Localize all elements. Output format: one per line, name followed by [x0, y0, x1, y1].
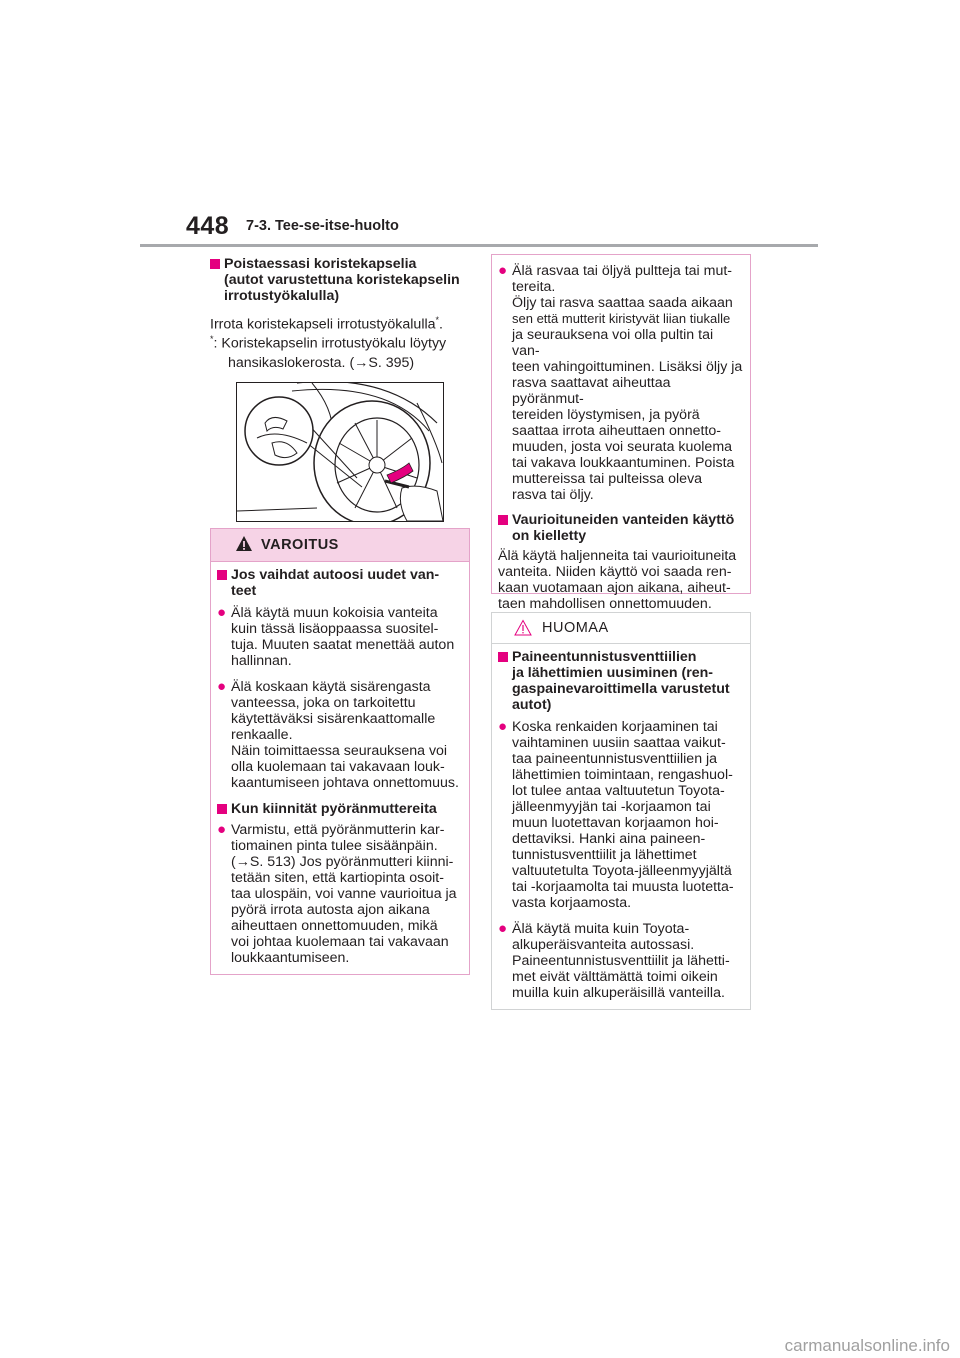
text-line: muun luotettavan korjaamon hoi- [512, 815, 719, 831]
warning-header [211, 529, 469, 562]
square-bullet-icon [217, 570, 227, 580]
text-line: tereita. [512, 279, 556, 295]
text-line: on kielletty [512, 528, 587, 544]
warning-bullet-1 [217, 605, 463, 669]
text-line: Paineentunnistusventtiilien [512, 649, 697, 665]
circle-bullet-icon: ● [498, 920, 508, 937]
text-line: (→S. 513) Jos pyöränmutteri kiinni- [231, 854, 454, 870]
text-line: Vaurioituneiden vanteiden käyttö [512, 512, 735, 528]
left-heading [210, 256, 472, 304]
heading-line: Poistaessasi koristekapselia [224, 256, 417, 272]
text-line: voi johtaa kuolemaan tai vakavaan [231, 934, 449, 950]
warning-bullet-4 [498, 263, 744, 503]
arrow-icon: → [354, 354, 369, 371]
text-line: muttereissa tai pulteissa oleva [512, 471, 703, 487]
text-line: gaspainevaroittimella varustetut [512, 681, 730, 697]
text-line: Koska renkaiden korjaaminen tai [512, 719, 718, 735]
text-line: dettaviksi. Hanki aina paineen- [512, 831, 706, 847]
text-line: Öljy tai rasva saattaa saada aikaan [512, 295, 733, 311]
page-reference[interactable]: S. 395) [368, 354, 415, 371]
text-line: vanteita. Niiden käyttö voi saada ren- [498, 564, 732, 580]
text-line: valtuutetulta Toyota-jälleenmyyjältä [512, 863, 732, 879]
warning-paragraph [498, 548, 744, 612]
text-line: Paineentunnistusventtiilit ja lähetti- [512, 953, 730, 969]
text-line: vanteessa, joka on tarkoitettu [231, 695, 416, 711]
text-line: ja seurauksena voi olla pultin tai van- [512, 327, 714, 359]
text-line: rasva tai öljy. [512, 487, 594, 503]
text-line: met eivät välttämättä toimi oikein [512, 969, 718, 985]
text-line: Näin toimittaessa seurauksena voi [231, 743, 448, 759]
body-end: . [439, 316, 443, 333]
text-line: tuja. Muuten saatat menettää auton [231, 637, 455, 653]
text-line: Älä käytä muun kokoisia vanteita [231, 605, 438, 621]
text-line: vasta korjaamosta. [512, 895, 632, 911]
footnote-line: hansikaslokerosta. ( [228, 354, 355, 371]
square-bullet-icon [217, 804, 227, 814]
circle-bullet-icon: ● [217, 604, 227, 621]
footnote [210, 331, 472, 371]
text-line: Älä koskaan käytä sisärengasta [231, 679, 431, 695]
text-line: ja lähettimien uusiminen (ren- [512, 665, 714, 681]
notice-bullet-1 [498, 719, 744, 911]
text-line: Älä käytä muita kuin Toyota- [512, 921, 690, 937]
text-line: kuin tässä lisäoppaassa suositel- [231, 621, 439, 637]
notice-bullet-2 [498, 921, 744, 1001]
text-line: alkuperäisvanteita autossasi. [512, 937, 695, 953]
left-body [210, 312, 472, 333]
circle-bullet-icon: ● [498, 262, 508, 279]
text-line: Jos vaihdat autoosi uudet van- [231, 567, 440, 583]
warning-bullet-2 [217, 679, 463, 791]
square-bullet-icon [498, 515, 508, 525]
circle-bullet-icon: ● [498, 718, 508, 735]
text-line: taa ulospäin, voi vanne vaurioitua ja [231, 886, 457, 902]
text-line: Varmistu, että pyöränmutterin kar- [231, 822, 445, 838]
text-line: pyörä irrota autosta ajon aikana [231, 902, 430, 918]
text-line: teet [231, 583, 257, 599]
heading-line: (autot varustettuna koristekapselin [224, 272, 460, 288]
text-line: Älä rasvaa tai öljyä pultteja tai mut- [512, 263, 733, 279]
body-text: Irrota koristekapseli irrotustyökalulla [210, 316, 436, 333]
text-line: tai vakava loukkaantuminen. Poista [512, 455, 735, 471]
text-line: aiheuttaen onnettomuuden, mikä [231, 918, 438, 934]
text-line: rasva saattavat aiheuttaa pyöränmut- [512, 375, 671, 407]
text-line: käytettäväksi sisärenkaattomalle [231, 711, 436, 727]
text-line: teen vahingoittuminen. Lisäksi öljy ja [512, 359, 743, 375]
text-line: lot tulee antaa valtuutetun Toyota- [512, 783, 725, 799]
wheel-illustration-svg [237, 383, 443, 521]
text-line: taen mahdollisen onnettomuuden. [498, 596, 712, 612]
warning-bullet-3 [217, 822, 463, 966]
section-title: 7-3. Tee-se-itse-huolto [246, 218, 399, 234]
text-line: tetään siten, että kartiopinta osoit- [231, 870, 444, 886]
text-line: hallinnan. [231, 653, 292, 669]
text-line: tunnistusventtiilit ja lähettimet [512, 847, 697, 863]
notice-heading [498, 649, 744, 713]
notice-box [491, 612, 751, 1010]
text-line: muilla kuin alkuperäisillä vanteilla. [512, 985, 725, 1001]
text-line: tiomainen pinta tulee sisäänpäin. [231, 838, 438, 854]
warning-continuation-box [491, 254, 751, 612]
text-line: olla kuolemaan tai vakavaan louk- [231, 759, 445, 775]
warning-heading-3 [498, 512, 744, 544]
text-line: kaantumiseen johtava onnettomuus. [231, 775, 459, 791]
asterisk: * [435, 315, 440, 325]
text-line: saattaa irrota aiheuttaen onnetto- [512, 423, 722, 439]
text-line: sen että mutterit kiristyvät liian tiukalle [512, 311, 731, 326]
caution-triangle-icon [514, 619, 532, 636]
page-number: 448 [186, 212, 230, 240]
warning-box [210, 528, 470, 975]
notice-title: HUOMAA [542, 620, 609, 636]
square-bullet-icon [498, 652, 508, 662]
text-line: renkaalle. [231, 727, 293, 743]
watermark: carmanualsonline.info [710, 1336, 958, 1358]
text-line: Kun kiinnität pyöränmuttereita [231, 801, 437, 817]
text-line: lähettimien toimintaan, rengashuol- [512, 767, 733, 783]
heading-line: irrotustyökalulla) [224, 288, 340, 304]
header-rule [140, 244, 818, 247]
circle-bullet-icon: ● [217, 678, 227, 695]
text-line: jälleenmyyjän tai -korjaamon tai [512, 799, 711, 815]
wheel-cap-illustration [236, 382, 444, 522]
warning-title: VAROITUS [261, 537, 339, 553]
text-line: vaihtaminen uusiin saattaa vaikut- [512, 735, 726, 751]
footnote-line: : Koristekapselin irrotustyökalu löytyy [213, 335, 447, 352]
footnote-mark: * [210, 334, 214, 344]
text-line: tai -korjaamolta tai muusta luotetta- [512, 879, 734, 895]
text-line: taa paineentunnistusventtiilien ja [512, 751, 718, 767]
warning-heading-1 [217, 567, 463, 599]
text-line: loukkaantumiseen. [231, 950, 350, 966]
text-line: Älä käytä haljenneita tai vaurioituneita [498, 548, 737, 564]
text-line: muuden, josta voi seurata kuolema [512, 439, 733, 455]
square-bullet-icon [210, 259, 220, 269]
warning-heading-2 [217, 801, 463, 817]
text-line: kaan vuotamaan ajon aikana, aiheut- [498, 580, 731, 596]
text-line: autot) [512, 697, 552, 713]
circle-bullet-icon: ● [217, 821, 227, 838]
notice-header [492, 613, 750, 644]
text-line: tereiden löystymisen, ja pyörä [512, 407, 700, 423]
warning-triangle-icon [235, 535, 253, 552]
